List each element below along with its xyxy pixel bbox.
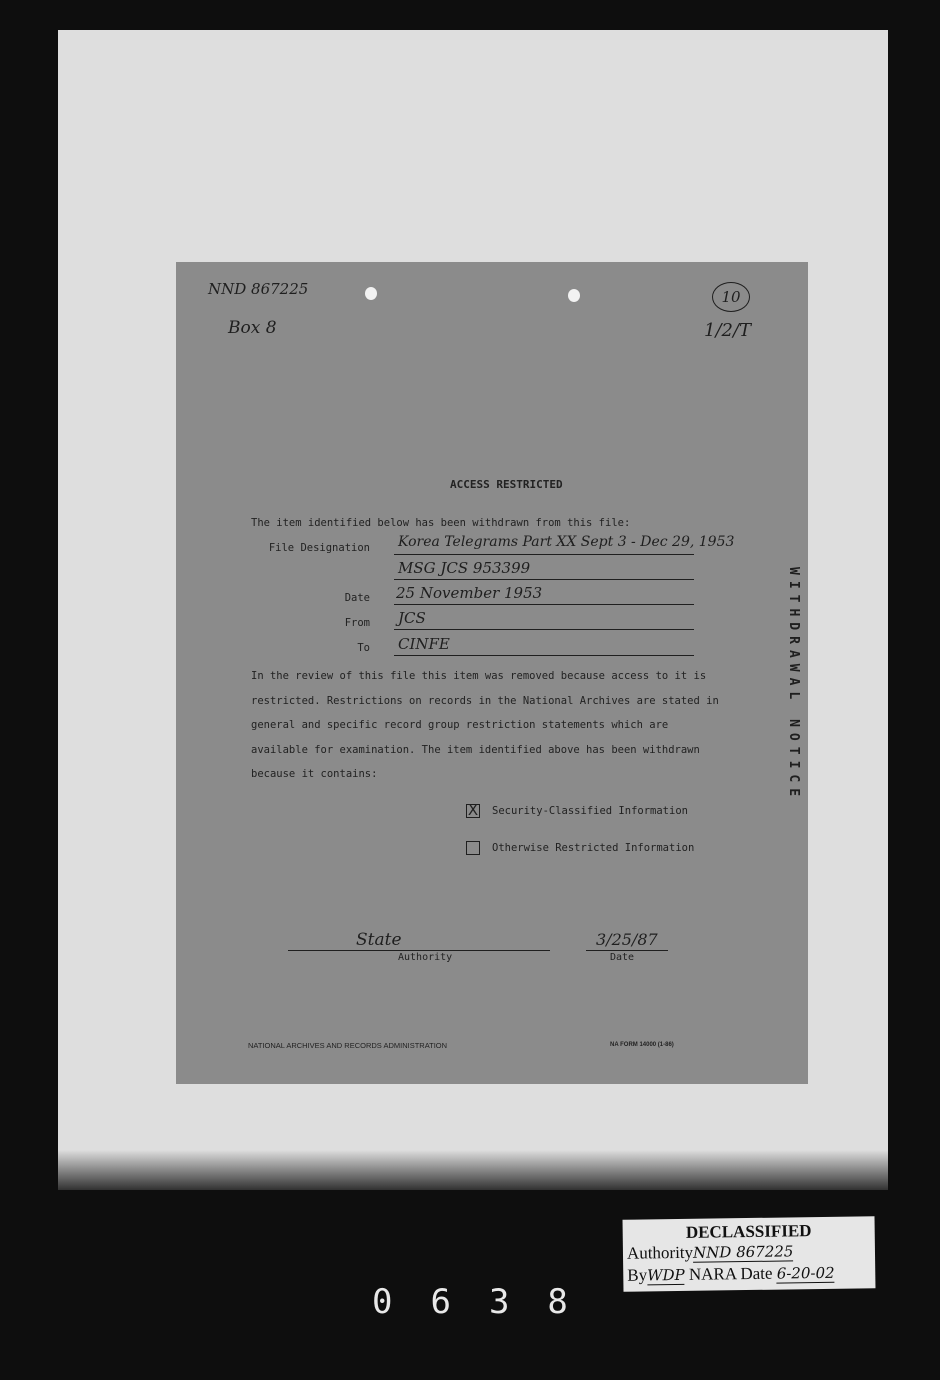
from-label: From [344, 617, 370, 629]
box-annotation: Box 8 [228, 318, 277, 338]
stamp-nara-date-label: NARA Date [688, 1263, 773, 1284]
stamp-by-label: By [627, 1265, 648, 1285]
date-value: 25 November 1953 [396, 584, 543, 602]
stamp-by-row [627, 1263, 835, 1286]
date-line [394, 604, 694, 605]
stamp-authority-label: Authority [626, 1242, 694, 1263]
checkbox-x-mark: X [467, 801, 479, 819]
punch-hole-left [365, 287, 377, 300]
file-designation-line [394, 554, 694, 555]
punch-hole-right [568, 289, 580, 302]
declassified-stamp [623, 1216, 876, 1292]
sign-date-value: 3/25/87 [596, 930, 658, 949]
nnd-annotation: NND 867225 [208, 280, 309, 298]
security-classified-checkbox [466, 801, 480, 819]
otherwise-restricted-checkbox [466, 841, 480, 855]
from-line [394, 629, 694, 630]
stamp-heading: DECLASSIFIED [685, 1221, 812, 1242]
stamp-nara-date-value: 6-20-02 [776, 1263, 835, 1283]
stamp-authority-value: NND 867225 [692, 1242, 794, 1262]
frame-shadow [58, 1150, 888, 1190]
authority-label: Authority [398, 952, 453, 963]
authority-value: State [356, 930, 402, 950]
circled-number-annotation: 10 [712, 282, 750, 312]
review-paragraph: In the review of this file this item was removed because access to it is restricted. Restrictions on records in the National Archives are stated in general and specific record group restriction statements which are available for examination. The item identified above has been withdrawn because it contains: [251, 670, 719, 780]
authority-line [288, 950, 550, 951]
to-label: To [357, 642, 370, 654]
security-classified-label: Security-Classified Information [492, 805, 688, 817]
frame-number: 0638 [372, 1282, 606, 1322]
to-value: CINFE [398, 635, 450, 653]
form-title: ACCESS RESTRICTED [450, 478, 563, 491]
message-line [394, 579, 694, 580]
from-value: JCS [398, 609, 426, 627]
file-designation-value: Korea Telegrams Part XX Sept 3 - Dec 29, 1953 [398, 534, 735, 550]
withdrawal-notice-side-text: WITHDRAWAL NOTICE [786, 567, 801, 803]
sign-date-line [586, 950, 668, 951]
withdrawal-notice-form [176, 262, 808, 1084]
page-ref-annotation: 1/2/T [704, 320, 752, 341]
footer-agency: NATIONAL ARCHIVES AND RECORDS ADMINISTRATION [248, 1041, 448, 1050]
message-value: MSG JCS 953399 [398, 559, 531, 577]
date-label: Date [344, 592, 370, 604]
stamp-authority-row [627, 1241, 794, 1263]
footer-form-number: NA FORM 14000 (1-86) [610, 1042, 674, 1048]
sign-date-label: Date [610, 952, 635, 963]
to-line [394, 655, 694, 656]
otherwise-restricted-label: Otherwise Restricted Information [492, 842, 695, 854]
intro-text: The item identified below has been withdrawn from this file: [251, 517, 631, 529]
stamp-by-value: WDP [647, 1265, 685, 1285]
file-designation-label: File Designation [268, 542, 370, 554]
